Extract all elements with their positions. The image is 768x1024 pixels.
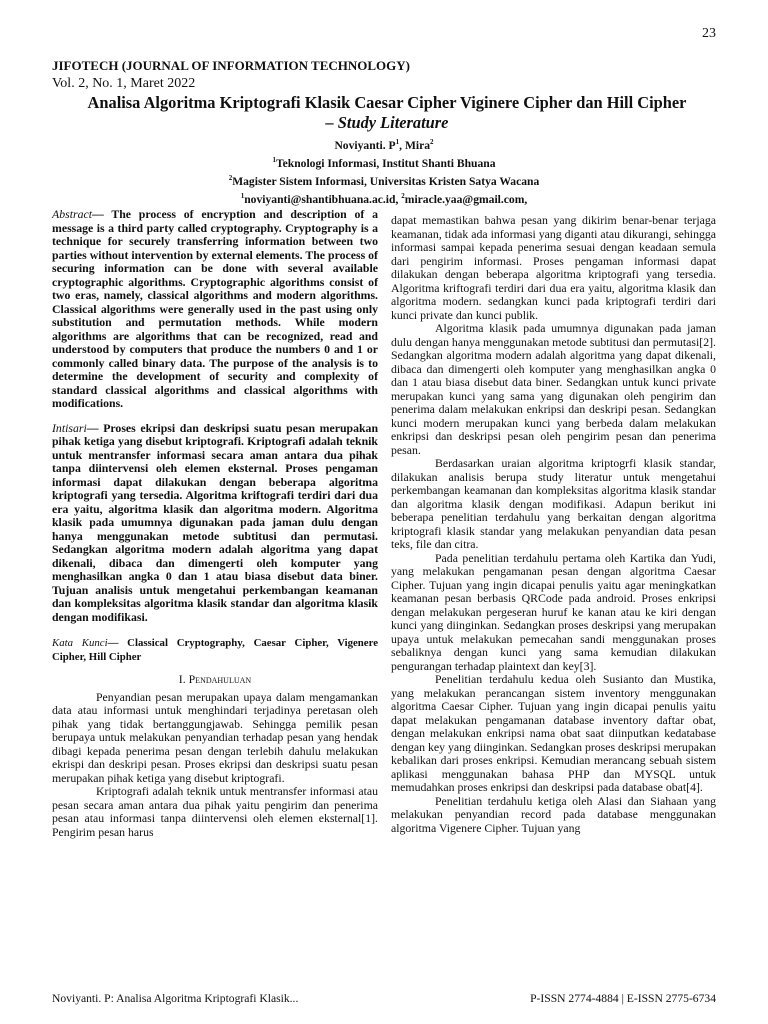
journal-name: JIFOTECH (JOURNAL OF INFORMATION TECHNOLOGY)	[52, 58, 411, 73]
author-1: Noviyanti. P	[334, 138, 396, 152]
right-column	[391, 214, 716, 835]
body-paragraph: Pada penelitian terdahulu pertama oleh Kartika dan Yudi, yang melakukan pengamanan pesan dengan algoritma Caesar Cipher. Tujuan yang ingin dicapai penulis yaitu agar meningkatkan keamanan pesan berbasis QRCode pada android. Proses enkripsi dengan melakukan pergeseran huruf ke kanan atau ke kiri dengan kunci yang diinginkan. Sedangkan proses deskripsi yang merupakan upaya untuk melakukan pemecahan sandi menggunakan proses sebaliknya dengan kunci yang sama kemudian dilakukan pengurangan terhadap plaintext dan key[3].	[391, 550, 716, 673]
author-2-sup: 2	[430, 138, 434, 146]
author-names	[52, 135, 716, 153]
affiliation-1-text: Teknologi Informasi, Institut Shanti Bhuana	[275, 156, 496, 170]
body-paragraph: Kriptografi adalah teknik untuk mentransfer informasi atau pesan secara aman antara dua pihak yaitu pengirim dan penerima pesan atau informasi tanpa diintervensi oleh elemen eksternal[1]. Pengirim pesan harus	[52, 784, 378, 839]
affiliation-2	[52, 171, 716, 189]
email-2-sup: 2	[401, 191, 405, 200]
section-heading	[52, 673, 378, 687]
body-paragraph: Algoritma klasik pada umumnya digunakan pada jaman dulu dengan hanya menggunakan metode subtitusi dan permutasi[2]. Sedangkan algoritma modern adalah algoritma yang dapat dikenali, dibaca dan dimengerti oleh komputer yang menghasilkan angka 0 dan 1 atau biasa disebut data biner. Sedangkan untuk kunci private merupakan kunci yang sama yang digunakan oleh pengirim dan penerima dalam melakukan enkripsi dan deskripi pesan. Sedangkan kunci modern merupakan kunci yang berbeda dalam melakukan enkripsi dan deskripsi pesan oleh pengirim pesan dan penerima pesan.	[391, 321, 716, 457]
affiliation-1-sup: 1	[272, 155, 276, 164]
affiliation-1	[52, 153, 716, 171]
body-paragraph: Berdasarkan uraian algoritma kriptogrfi klasik standar, dilakukan analisis berupa study literatur untuk mengetahui perkembangan keamanan dan kompleksitas algoritma klasik standar dan algoritma klasik dengan modifikasi. Adapun berikut ini beberapa penelitian terdahulu yang berkaitan dengan algoritma kriptografi klasik standar yang melakukan penyandian data pesan teks, file dan citra.	[391, 456, 716, 551]
intisari-lead: Intisari	[52, 420, 87, 435]
keywords-text: Classical Cryptography, Caesar Cipher, Vigenere Cipher, Hill Cipher	[52, 637, 378, 663]
author-block	[52, 135, 716, 206]
keywords	[52, 637, 378, 664]
footer-citation: Noviyanti. P: Analisa Algoritma Kriptografi Klasik...	[52, 992, 299, 1005]
affiliation-2-text: Magister Sistem Informasi, Universitas Kristen Satya Wacana	[232, 174, 540, 188]
page-number: 23	[702, 26, 716, 41]
author-1-sup: 1	[395, 138, 400, 146]
abstract-text: The process of encryption and description of a message is a third party called cryptography. Cryptography is a technique for securely transferring information between two parties without intervention by external elements. The process of securing information can be done with several available cryptographic algorithms. Cryptographic algorithms consist of two eras, namely, classical algorithms and modern algorithms. Classical algorithms were generally used in the past using only substitution and permutation methods. While modern algorithms are algorithms that can be recognized, read and understood by computers that produce the numbers 0 and 1 or commonly called binary data. The purpose of the analysis is to determine the development of security and complexity of standard classical algorithms and classical algorithms with modifications.	[52, 207, 378, 410]
body-paragraph: Penelitian terdahulu kedua oleh Susianto dan Mustika, yang melakukan perancangan sistem inventory menggunakan algoritma Caesar Cipher. Tujuan yang ingin dicapai penulis yaitu dapat melakukan pengamanan database inventory daftar obat, dengan melakukan enkripsi nama obat saat diinputkan kedatabase dengan key yang diinginkan. Sedangkan proses deskripsi merupakan kebalikan dari proses enkripsi. Kemudian merancang sebuah sistem aplikasi menggunakan bahasa PHP dan MYSQL untuk memudahkan proses enkripsi dan deskripsi pada database obat[4].	[391, 672, 716, 794]
intisari-dash: —	[86, 420, 104, 435]
article-title-block	[52, 93, 722, 133]
article-subtitle: – Study Literature	[325, 113, 449, 132]
body-paragraph: Penyandian pesan merupakan upaya dalam mengamankan data atau informasi untuk menghindari terjadinya peretasan oleh pihak yang tidak bertanggungjawab. Sehingga pemilik pesan berupaya untuk melakukan penyandian terhadap pesan yang hendak dibagi kepada penerima pesan dengan terlebih dahulu melakukan ekrispi dan deskripi pesan. Proses ekripsi dan deskripsi suatu pesan merupakan pihak ketiga yang disebut kriptografi.	[52, 689, 378, 785]
footer-issn: P-ISSN 2774-4884 | E-ISSN 2775-6734	[530, 992, 716, 1005]
keywords-lead: Kata Kunci	[52, 637, 108, 649]
section-number: I.	[178, 672, 189, 686]
affiliation-2-sup: 2	[228, 173, 233, 182]
abstract-dash: —	[91, 207, 112, 221]
email-1-sup: 1	[240, 191, 245, 200]
article-title: Analisa Algoritma Kriptografi Klasik Caesar Cipher Viginere Cipher dan Hill Cipher	[87, 93, 687, 112]
intisari-text: Proses ekripsi dan deskripsi suatu pesan merupakan pihak ketiga yang disebut kriptografi. Kriptografi adalah teknik untuk mentransfer informasi secara aman antara dua pihak tanpa diintervensi oleh elemen eksternal. Proses pengaman informasi dapat dilakukan dengan beberapa algoritma kriptografi yang tersedia. Algoritma kriftografi terdiri dari dua era yaitu, algoritma klasik dan algoritma modern. Algoritma klasik pada umumnya digunakan pada jaman dulu dengan hanya menggunakan metode subtitusi dan permutasi. Sedangkan algoritma modern adalah algoritma yang dapat dikenali, dibaca dan dimengerti oleh komputer yang menghasilkan angka 0 dan 1 atau biasa disebut data biner. Tujuan analisis untuk mengetahui perkembangan keamanan dan kompleksitas algoritma klasik standar dan algoritma klasik dengan modifikasi.	[52, 420, 378, 624]
abstract	[52, 208, 378, 411]
body-paragraph: dapat memastikan bahwa pesan yang dikirim benar-benar terjaga keamanan, tidak ada informasi yang diganti atau dikurangi, sehingga informasi sampai kepada penerima sesuai dengan keadaan semula dari pengirim informasi. Proses pengaman informasi dapat dilakukan dengan beberapa algoritma kriptografi yang tersedia. Algoritma kriftografi terdiri dari dua era yaitu, algoritma klasik dan algoritma modern. sedangkan kunci pada kriptografi terdiri dari kunci private dan kunci publik.	[391, 213, 716, 322]
abstract-lead: Abstract	[52, 207, 92, 221]
section-title: Pendahuluan	[188, 672, 252, 686]
volume-info: Vol. 2, No. 1, Maret 2022	[52, 76, 196, 91]
emails	[52, 189, 716, 207]
email-2: miracle.yaa@gmail.com,	[404, 192, 528, 206]
body-paragraph: Penelitian terdahulu ketiga oleh Alasi dan Siahaan yang melakukan penyandian record pada database menggunakan algoritma Vigenere Cipher. Tujuan yang	[391, 793, 716, 835]
email-1: noviyanti@shantibhuana.ac.id,	[244, 192, 402, 206]
left-column	[52, 208, 378, 839]
keywords-dash: —	[107, 637, 128, 649]
author-2: , Mira	[399, 138, 431, 152]
intisari	[52, 422, 378, 625]
